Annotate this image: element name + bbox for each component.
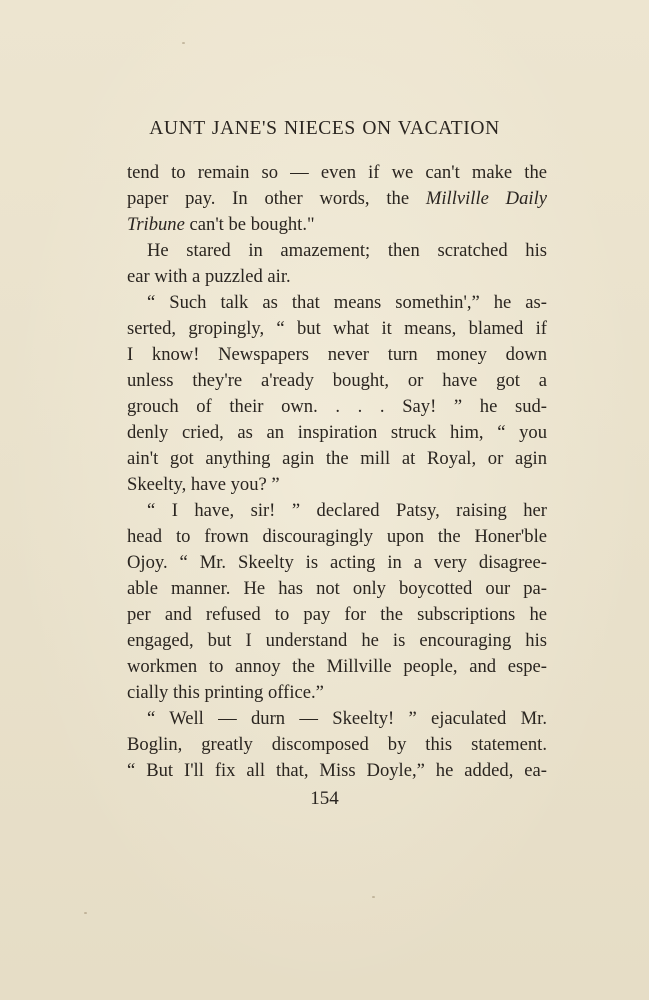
text-line xyxy=(127,706,547,732)
text-segment: can't be bought." xyxy=(184,214,315,235)
text-line xyxy=(127,394,547,420)
text-segment: grouch of their own. . . . Say! ” he sud- xyxy=(127,396,547,417)
text-segment: “ But I'll fix all that, Miss Doyle,” he added, ea- xyxy=(127,760,547,781)
paper-speck xyxy=(182,42,185,44)
text-line xyxy=(127,758,547,784)
text-segment: cially this printing office.” xyxy=(127,682,324,703)
text-segment: Ojoy. “ Mr. Skeelty is acting in a very disagree- xyxy=(127,552,547,573)
text-segment: paper pay. In other words, the xyxy=(127,188,426,209)
text-line xyxy=(127,550,547,576)
text-line xyxy=(127,732,547,758)
text-line xyxy=(127,342,547,368)
text-segment: engaged, but I understand he is encouraging his xyxy=(127,630,547,651)
text-segment: “ Such talk as that means somethin',” he as- xyxy=(147,292,547,313)
text-segment: “ I have, sir! ” declared Patsy, raising her xyxy=(147,500,547,521)
text-line xyxy=(127,264,547,290)
text-line xyxy=(127,290,547,316)
text-line xyxy=(127,472,547,498)
italic-text: Millville Daily xyxy=(425,188,547,209)
text-segment: able manner. He has not only boycotted our pa- xyxy=(127,578,547,599)
text-line xyxy=(127,680,547,706)
text-segment: serted, gropingly, “ but what it means, blamed if xyxy=(127,318,547,339)
page-number: 154 xyxy=(310,788,339,809)
text-segment: Boglin, greatly discomposed by this statement. xyxy=(127,734,547,755)
text-segment: ain't got anything agin the mill at Royal, or agin xyxy=(127,448,547,469)
text-line xyxy=(127,602,547,628)
text-line xyxy=(127,368,547,394)
text-line xyxy=(127,654,547,680)
text-line xyxy=(127,524,547,550)
text-line xyxy=(127,316,547,342)
text-segment: He stared in amazement; then scratched his xyxy=(147,240,547,261)
italic-text: Tribune xyxy=(127,214,185,235)
body-text xyxy=(127,160,547,784)
text-line xyxy=(127,212,547,238)
paper-speck xyxy=(84,912,87,914)
paper-speck xyxy=(372,896,375,898)
text-segment: tend to remain so — even if we can't make the xyxy=(127,162,547,183)
text-segment: denly cried, as an inspiration struck him, “ you xyxy=(127,422,547,443)
text-line xyxy=(127,498,547,524)
text-line xyxy=(127,446,547,472)
text-line xyxy=(127,238,547,264)
text-line xyxy=(127,186,547,212)
text-segment: Skeelty, have you? ” xyxy=(127,474,280,495)
text-segment: I know! Newspapers never turn money down xyxy=(127,344,547,365)
text-segment: workmen to annoy the Millville people, and espe- xyxy=(127,656,547,677)
text-line xyxy=(127,420,547,446)
text-segment: per and refused to pay for the subscriptions he xyxy=(127,604,547,625)
text-line xyxy=(127,628,547,654)
text-line xyxy=(127,576,547,602)
text-segment: “ Well — durn — Skeelty! ” ejaculated Mr. xyxy=(147,708,547,729)
text-segment: unless they're a'ready bought, or have got a xyxy=(127,370,547,391)
text-segment: head to frown discouragingly upon the Honer'ble xyxy=(127,526,547,547)
text-segment: ear with a puzzled air. xyxy=(127,266,291,287)
text-line xyxy=(127,160,547,186)
running-head: AUNT JANE'S NIECES ON VACATION xyxy=(149,118,500,139)
